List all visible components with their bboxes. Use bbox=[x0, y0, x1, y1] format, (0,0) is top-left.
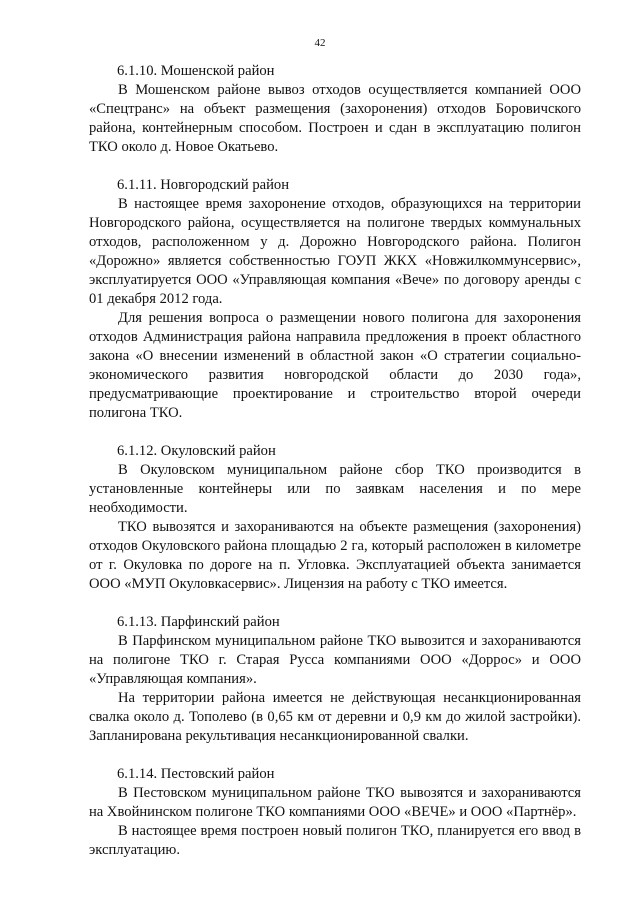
section-heading: 6.1.12. Окуловский район bbox=[117, 443, 276, 459]
section-okulovsky bbox=[89, 442, 581, 594]
paragraph: Для решения вопроса о размещении нового полигона для захоронения отходов Администрация района направила предложения в проект областного закона «О внесении изменений в областной закон «О стратегии социально-экономического развития новгородской области до 2030 года», предусматривающие проектирование и строительство второй очереди полигона ТКО. bbox=[89, 310, 581, 421]
paragraph: В Пестовском муниципальном районе ТКО вывозятся и захораниваются на Хвойнинском полигоне ТКО компаниями ООО «ВЕЧЕ» и ООО «Партнёр». bbox=[89, 785, 581, 820]
section-heading: 6.1.10. Мошенской район bbox=[117, 63, 275, 79]
paragraph: В настоящее время построен новый полигон ТКО, планируется его ввод в эксплуатацию. bbox=[89, 823, 581, 858]
paragraph: В Мошенском районе вывоз отходов осуществляется компанией ООО «Спецтранс» на объект размещения (захоронения) отходов Боровичского района, контейнерным способом. Построен и сдан в эксплуатацию полигон ТКО около д. Новое Окатьево. bbox=[89, 82, 581, 155]
paragraph: В Окуловском муниципальном районе сбор ТКО производится в установленные контейнеры или по заявкам населения и по мере необходимости. bbox=[89, 462, 581, 516]
paragraph: На территории района имеется не действующая несанкционированная свалка около д. Тополево (в 0,65 км от деревни и 0,9 км до жилой застройки). Запланирована рекультивация несанкционированной свалки. bbox=[89, 690, 581, 744]
section-parfinsky bbox=[89, 613, 581, 746]
section-heading: 6.1.11. Новгородский район bbox=[117, 177, 290, 193]
section-novgorodsky bbox=[89, 176, 581, 423]
page-number: 42 bbox=[314, 37, 326, 49]
section-pestovsky bbox=[89, 765, 581, 860]
section-moshenskoy bbox=[89, 62, 581, 157]
paragraph: ТКО вывозятся и захораниваются на объекте размещения (захоронения) отходов Окуловского района площадью 2 га, который расположен в километре от г. Окуловка по дороге на п. Угловка. Эксплуатацией объекта занимается ООО «МУП Окуловкасервис». Лицензия на работу с ТКО имеется. bbox=[89, 519, 581, 592]
paragraph: В настоящее время захоронение отходов, образующихся на территории Новгородского района, осуществляется на полигоне твердых коммунальных отходов, расположенном у д. Дорожно Новгородского района. Полигон «Дорожно» является собственностью ГОУП ЖКХ «Новжилкоммунсервис», эксплуатируется ООО «Управляющая компания «Вече» по договору аренды с 01 декабря 2012 года. bbox=[89, 196, 581, 307]
section-heading: 6.1.14. Пестовский район bbox=[117, 766, 275, 782]
paragraph: В Парфинском муниципальном районе ТКО вывозится и захораниваются на полигоне ТКО г. Старая Русса компаниями ООО «Доррос» и ООО «Управляющая компания». bbox=[89, 633, 581, 687]
document-body bbox=[89, 62, 581, 860]
section-heading: 6.1.13. Парфинский район bbox=[117, 614, 280, 630]
